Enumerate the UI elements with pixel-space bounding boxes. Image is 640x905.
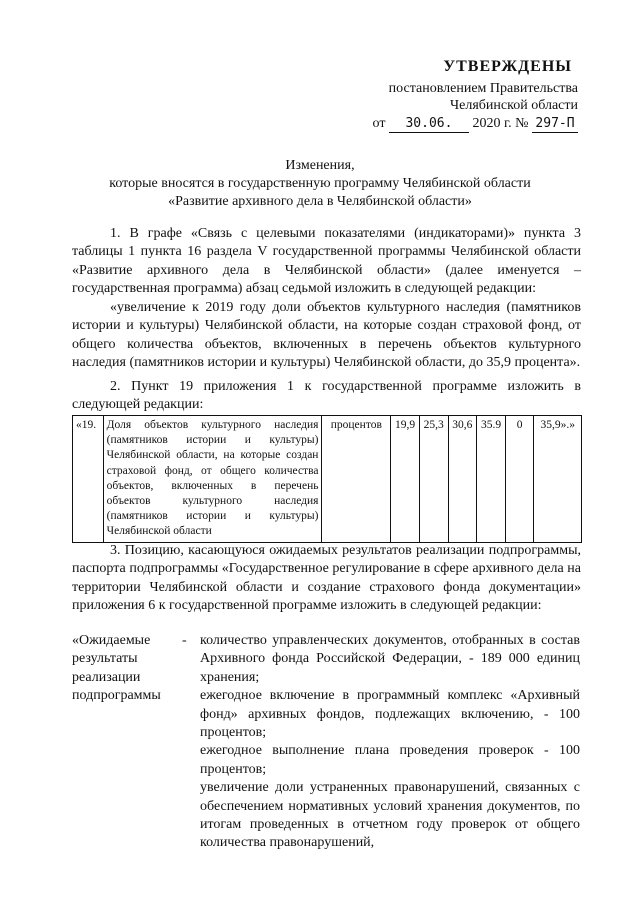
title-line-2: которые вносятся в государственную программу Челябинской области (109, 176, 531, 191)
title-line-1: Изменения, (285, 158, 355, 173)
list-item: количество управленческих документов, отобранных в состав Архивного фонда Российской Федерации, - 189 000 единиц хранения; (200, 633, 580, 685)
approval-line-1: постановлением Правительства (388, 81, 578, 96)
approval-title: УТВЕРЖДЕНЫ (443, 58, 572, 75)
approval-date-line (358, 115, 578, 133)
list-item: ежегодное включение в программный комплекс «Архивный фонд» архивных фондов, подлежащих включению, - 100 процентов; (200, 688, 580, 741)
paragraph-3: 2. Пункт 19 приложения 1 к государственной программе изложить в следующей редакции: (72, 379, 581, 413)
table-cell-value: 19,9 (391, 416, 420, 543)
list-item: увеличение доли устраненных правонарушений, связанных с обеспечением нормативных условий хранения документов, по итогам проведенных в отчетном году проверок от общего количества правонарушений, (200, 780, 580, 851)
date-prefix: от (372, 116, 386, 131)
table-cell-indicator: Доля объектов культурного наследия (памятников истории и культуры) Челябинской области, на которые создан страховой фонд, от общего количества объектов, включенных в перечень объектов культурного наследия (памятников истории и культуры) Челябинской области (103, 416, 322, 543)
results-list (200, 632, 580, 853)
table-cell-number: «19. (73, 416, 104, 543)
title-line-3: «Развитие архивного дела в Челябинской области» (168, 194, 472, 209)
table-cell-value: 30,6 (448, 416, 477, 543)
date-year: 2020 г. № (472, 116, 529, 131)
list-item: ежегодное выполнение плана проведения проверок - 100 процентов; (200, 743, 580, 777)
approval-block (358, 58, 578, 133)
paragraph-4: 3. Позицию, касающуюся ожидаемых результатов реализации подпрограммы, паспорта подпрограммы «Государственное регулирование в сфере архивного дела на территории Челябинской области и создание страхового фонда документации» приложения 6 к государственной программе изложить в следующей редакции: (72, 543, 581, 614)
table-row (73, 416, 582, 543)
table-cell-value: 25,3 (419, 416, 448, 543)
date-value: 30.06. (389, 115, 469, 133)
paragraph-1: 1. В графе «Связь с целевыми показателями (индикаторами)» пункта 3 таблицы 1 пункта 16 раздела V государственной программы Челябинской области «Развитие архивного дела в Челябинской области» (далее именуется – государственная программа) абзац седьмой изложить в следующей редакции: (72, 226, 581, 297)
document-number: 297-П (532, 115, 578, 133)
table-cell-value: 35,9».» (534, 416, 582, 543)
table-cell-value: 35.9 (477, 416, 506, 543)
item-19-table (72, 415, 582, 543)
document-title (60, 157, 580, 211)
table-cell-value: 0 (505, 416, 534, 543)
results-label: «Ожидаемые результаты реализации подпрограммы (72, 633, 161, 704)
paragraph-2: «увеличение к 2019 году доли объектов культурного наследия (памятников истории и культуры) Челябинской области, на которые создан страховой фонд, от общего количества объектов, включенных в перечень объектов культурного наследия (памятников истории и культуры) Челябинской области, до 35,9 процента». (72, 300, 581, 371)
table-cell-unit: процентов (322, 416, 391, 543)
approval-line-2: Челябинской области (450, 98, 578, 113)
results-dash: - (182, 633, 187, 648)
